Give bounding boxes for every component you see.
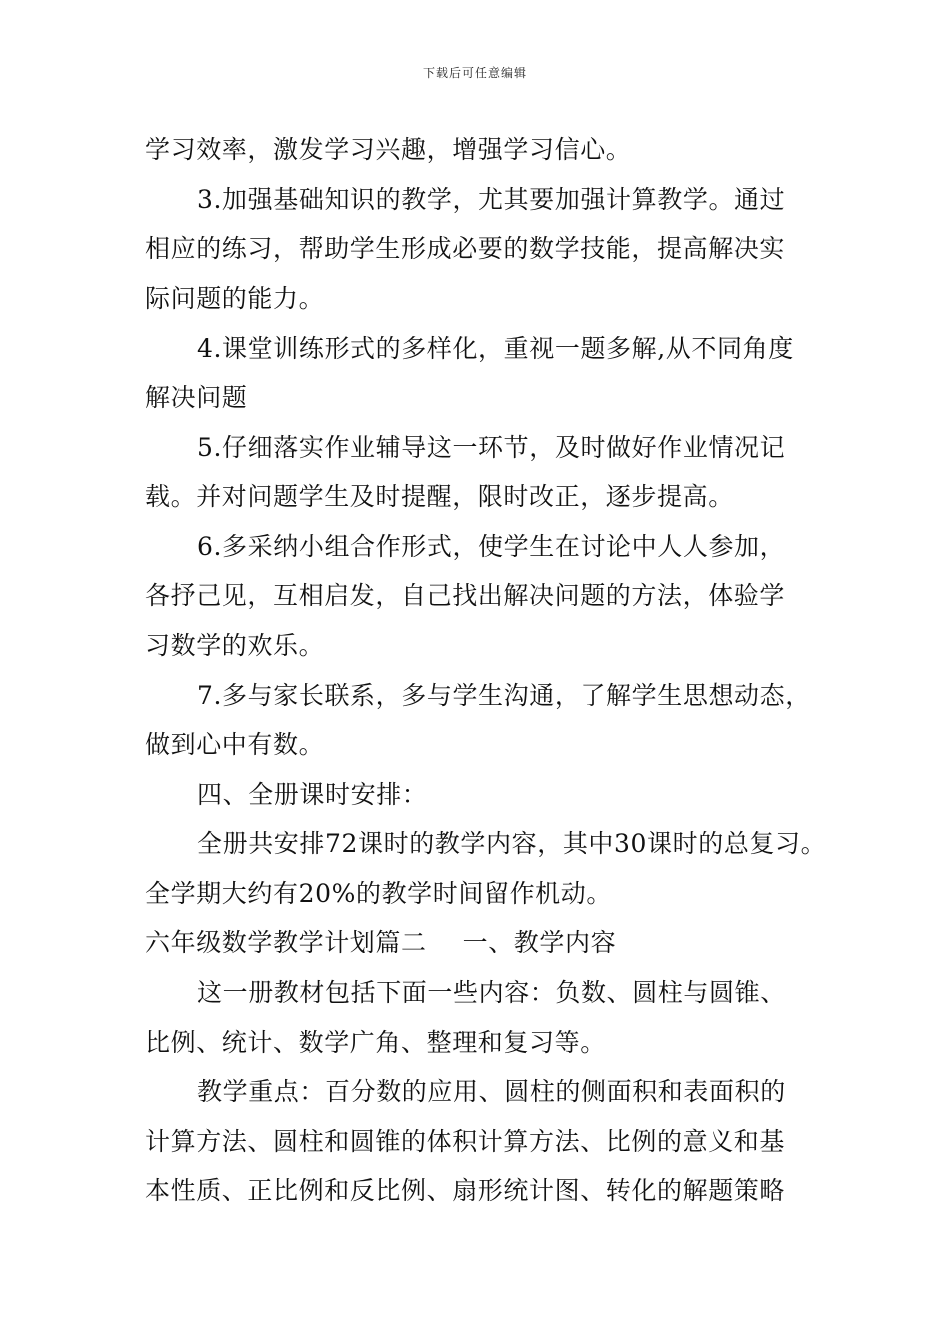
text-line: 全学期大约有20%的教学时间留作机动。 bbox=[145, 879, 612, 908]
text-line: 学习效率，激发学习兴趣，增强学习信心。 bbox=[145, 135, 632, 164]
text-line: 比例、统计、数学广角、整理和复习等。 bbox=[145, 1028, 606, 1057]
section-subtitle: 一、教学内容 bbox=[462, 928, 617, 957]
text-line: 3.加强基础知识的教学，尤其要加强计算教学。通过 bbox=[197, 185, 786, 214]
text-line: 5.仔细落实作业辅导这一环节，及时做好作业情况记 bbox=[197, 433, 786, 462]
text-line: 本性质、正比例和反比例、扇形统计图、转化的解题策略 bbox=[145, 1176, 786, 1205]
text-line: 解决问题 bbox=[145, 383, 248, 412]
text-line: 各抒己见，互相启发，自己找出解决问题的方法，体验学 bbox=[145, 581, 786, 610]
text-line: 习数学的欢乐。 bbox=[145, 631, 325, 660]
text-line: 这一册教材包括下面一些内容：负数、圆柱与圆锥、 bbox=[197, 978, 786, 1007]
page-header: 下载后可任意编辑 bbox=[422, 66, 527, 80]
text-line: 计算方法、圆柱和圆锥的体积计算方法、比例的意义和基 bbox=[145, 1127, 786, 1156]
text-line: 4.课堂训练形式的多样化，重视一题多解,从不同角度 bbox=[197, 334, 794, 363]
text-line: 教学重点：百分数的应用、圆柱的侧面积和表面积的 bbox=[197, 1077, 786, 1106]
text-line: 6.多采纳小组合作形式，使学生在讨论中人人参加， bbox=[197, 532, 786, 561]
section-heading-4: 四、全册课时安排： bbox=[197, 780, 428, 809]
section-title: 六年级数学教学计划篇二 bbox=[145, 928, 427, 957]
text-line: 载。并对问题学生及时提醒，限时改正，逐步提高。 bbox=[145, 482, 734, 511]
text-line: 全册共安排72课时的教学内容，其中30课时的总复习。 bbox=[197, 829, 827, 858]
text-line: 做到心中有数。 bbox=[145, 730, 325, 759]
text-line: 相应的练习，帮助学生形成必要的数学技能，提高解决实 bbox=[145, 234, 786, 263]
text-line: 际问题的能力。 bbox=[145, 284, 325, 313]
section-heading bbox=[145, 927, 616, 959]
text-line: 7.多与家长联系，多与学生沟通，了解学生思想动态， bbox=[197, 681, 811, 710]
